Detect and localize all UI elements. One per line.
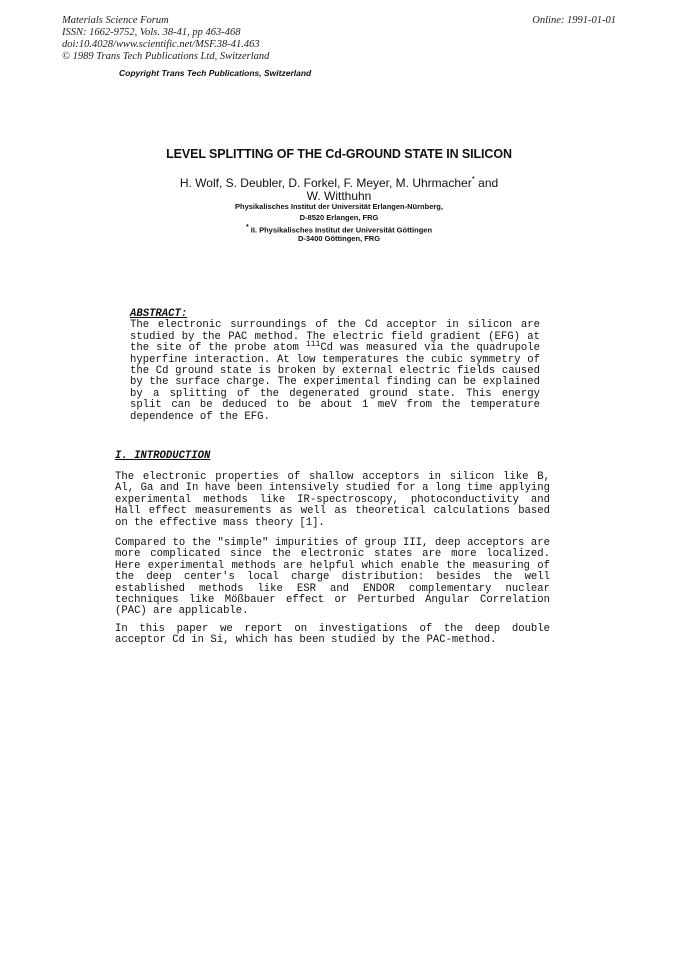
publisher-line: © 1989 Trans Tech Publications Ltd, Switzerland — [62, 51, 270, 62]
section-heading-introduction: I. INTRODUCTION — [115, 450, 211, 462]
abstract-block — [130, 309, 540, 423]
online-date: Online: 1991-01-01 — [532, 15, 616, 26]
author-list — [130, 173, 548, 203]
author-footnote-mark: * — [471, 175, 475, 184]
journal-name: Materials Science Forum — [62, 15, 169, 26]
authors-line1: H. Wolf, S. Deubler, D. Forkel, F. Meyer, M. Uhrmacher — [179, 176, 472, 190]
affiliation-2-line2: D-3400 Göttingen, FRG — [297, 234, 381, 243]
copyright-note: Copyright Trans Tech Publications, Switzerland — [119, 68, 312, 78]
intro-paragraph-2: Compared to the "simple" impurities of group III, deep acceptors are more complicated since the electronic states are more localized. Here experimental methods are helpful which enable the measuring of the deep center's local charge distribution: besides the well established methods like ESR and ENDOR complementary nuclear techniques like Mößbauer effect or Perturbed Angular Correlation (PAC) are applicable. — [115, 537, 550, 618]
authors-line1-end: and — [474, 176, 499, 190]
paper-title: LEVEL SPLITTING OF THE Cd-GROUND STATE IN SILICON — [166, 147, 512, 161]
affiliation-1-line2: D-8520 Erlangen, FRG — [299, 213, 379, 222]
abstract-text: The electronic surroundings of the Cd acceptor in silicon are studied by the PAC method. The electric field gradient (EFG) at the site of the probe atom $^{111}$Cd was measured via the quadrupole hyperfine interaction. At low temperatures the cubic symmetry of the Cd ground state is broken by external electric fields caused by the surface charge. The experimental finding can be explained by a splitting of the degenerated ground state. This energy split can be deduced to be about 1 meV from the temperature dependence of the EFG. — [130, 319, 540, 423]
affiliation-footnote-mark: * — [245, 224, 249, 231]
isotope-superscript: 111 — [305, 340, 321, 350]
doi-line[interactable]: doi:10.4028/www.scientific.net/MSF.38-41.463 — [62, 39, 260, 50]
intro-paragraph-3: In this paper we report on investigations of the deep double acceptor Cd in Si, which has been studied by the PAC-method. — [115, 623, 550, 647]
publication-metadata — [62, 15, 269, 63]
issn-line: ISSN: 1662-9752, Vols. 38-41, pp 463-468 — [62, 27, 241, 38]
affiliation-1-line1: Physikalisches Institut der Universität Erlangen-Nürnberg, — [235, 202, 443, 211]
intro-paragraph-1: The electronic properties of shallow acceptors in silicon like B, Al, Ga and In have been intensively studied for a long time applying experimental methods like IR-spectroscopy, photoconductivity and Hall effect measurements as well as theoretical calculations based on the effective mass theory [1]. — [115, 471, 550, 529]
authors-line2: W. Witthuhn — [306, 189, 372, 203]
abstract-heading: ABSTRACT: — [130, 308, 188, 320]
affiliation-2-line1: * II. Physikalisches Institut der Universität Göttingen — [245, 224, 433, 235]
